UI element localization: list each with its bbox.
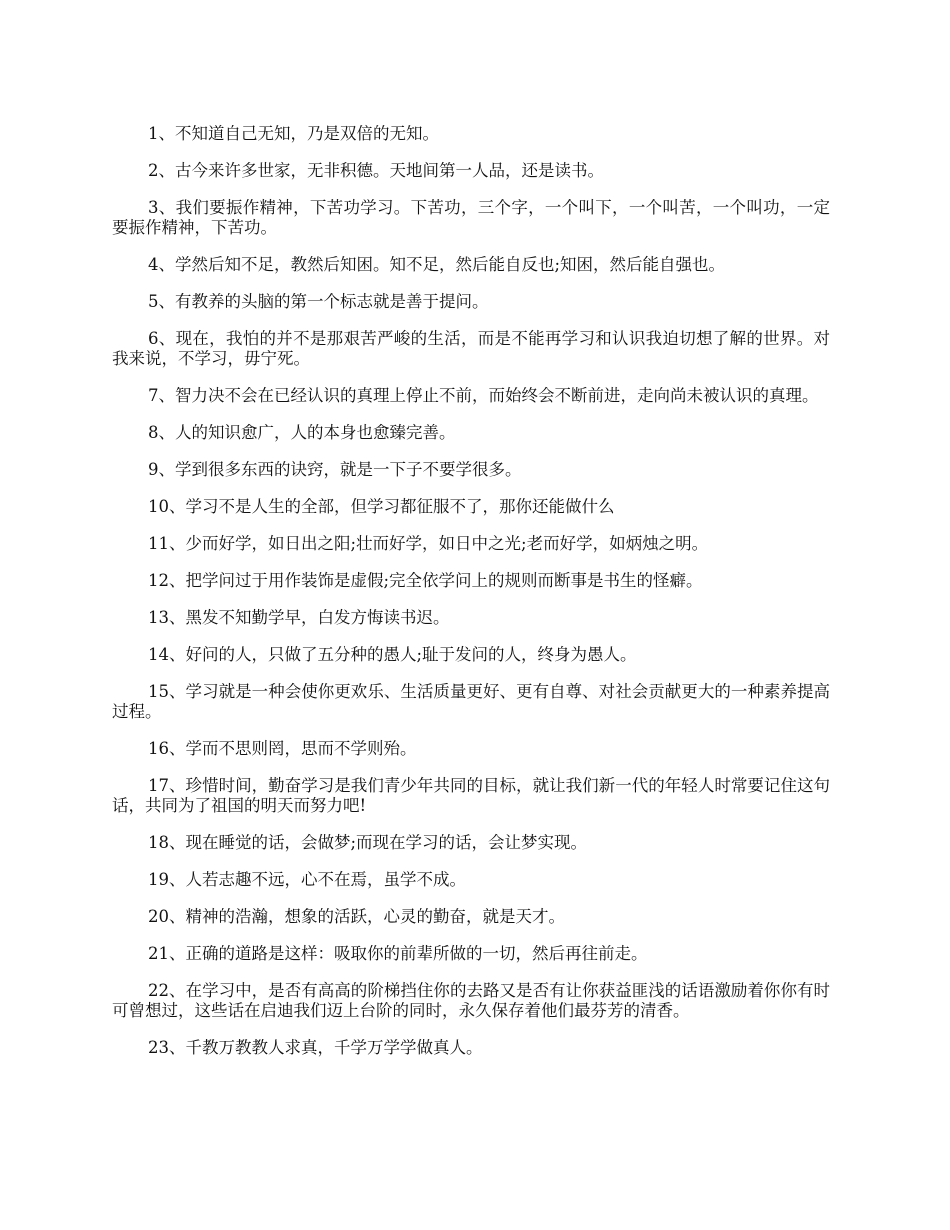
quote-paragraph-15: 15、学习就是一种会使你更欢乐、生活质量更好、更有自尊、对社会贡献更大的一种素养提高过程。 <box>112 682 830 721</box>
quote-paragraph-6: 6、现在，我怕的并不是那艰苦严峻的生活，而是不能再学习和认识我迫切想了解的世界。对我来说，不学习，毋宁死。 <box>112 329 830 368</box>
quote-paragraph-11: 11、少而好学，如日出之阳;壮而好学，如日中之光;老而好学，如炳烛之明。 <box>148 534 709 553</box>
quote-paragraph-21: 21、正确的道路是这样：吸取你的前辈所做的一切，然后再往前走。 <box>148 944 648 963</box>
quote-paragraph-4: 4、学然后知不足，教然后知困。知不足，然后能自反也;知困，然后能自强也。 <box>148 255 726 274</box>
quote-paragraph-23: 23、千教万教教人求真，千学万学学做真人。 <box>148 1038 483 1057</box>
quote-paragraph-1: 1、不知道自己无知，乃是双倍的无知。 <box>148 124 439 143</box>
quote-paragraph-17: 17、珍惜时间，勤奋学习是我们青少年共同的目标，就让我们新一代的年轻人时常要记住这句话，共同为了祖国的明天而努力吧! <box>112 776 830 815</box>
quote-paragraph-2: 2、古今来许多世家，无非积德。天地间第一人品，还是读书。 <box>148 161 604 180</box>
quote-paragraph-10: 10、学习不是人生的全部，但学习都征服不了，那你还能做什么 <box>148 497 615 516</box>
quote-paragraph-18: 18、现在睡觉的话，会做梦;而现在学习的话，会让梦实现。 <box>148 833 588 852</box>
quote-paragraph-19: 19、人若志趣不远，心不在焉，虽学不成。 <box>148 870 466 889</box>
quote-paragraph-20: 20、精神的浩瀚，想象的活跃，心灵的勤奋，就是天才。 <box>148 907 565 926</box>
quote-paragraph-5: 5、有教养的头脑的第一个标志就是善于提问。 <box>148 292 489 311</box>
quote-paragraph-9: 9、学到很多东西的诀窍，就是一下子不要学很多。 <box>148 460 522 479</box>
quote-paragraph-7: 7、智力决不会在已经认识的真理上停止不前，而始终会不断前进，走向尚未被认识的真理。 <box>148 386 819 405</box>
quote-paragraph-14: 14、好问的人，只做了五分种的愚人;耻于发问的人，终身为愚人。 <box>148 645 637 664</box>
quote-paragraph-22: 22、在学习中，是否有高高的阶梯挡住你的去路又是否有让你获益匪浅的话语激励着你你有时可曾想过，这些话在启迪我们迈上台阶的同时，永久保存着他们最芬芳的清香。 <box>112 981 830 1020</box>
document-body <box>112 124 830 1075</box>
quote-paragraph-16: 16、学而不思则罔，思而不学则殆。 <box>148 739 417 758</box>
quote-paragraph-3: 3、我们要振作精神，下苦功学习。下苦功，三个字，一个叫下，一个叫苦，一个叫功，一定要振作精神，下苦功。 <box>112 198 830 237</box>
quote-paragraph-13: 13、黑发不知勤学早，白发方悔读书迟。 <box>148 608 450 627</box>
quote-paragraph-12: 12、把学问过于用作装饰是虚假;完全依学问上的规则而断事是书生的怪癖。 <box>148 571 703 590</box>
quote-paragraph-8: 8、人的知识愈广，人的本身也愈臻完善。 <box>148 423 456 442</box>
